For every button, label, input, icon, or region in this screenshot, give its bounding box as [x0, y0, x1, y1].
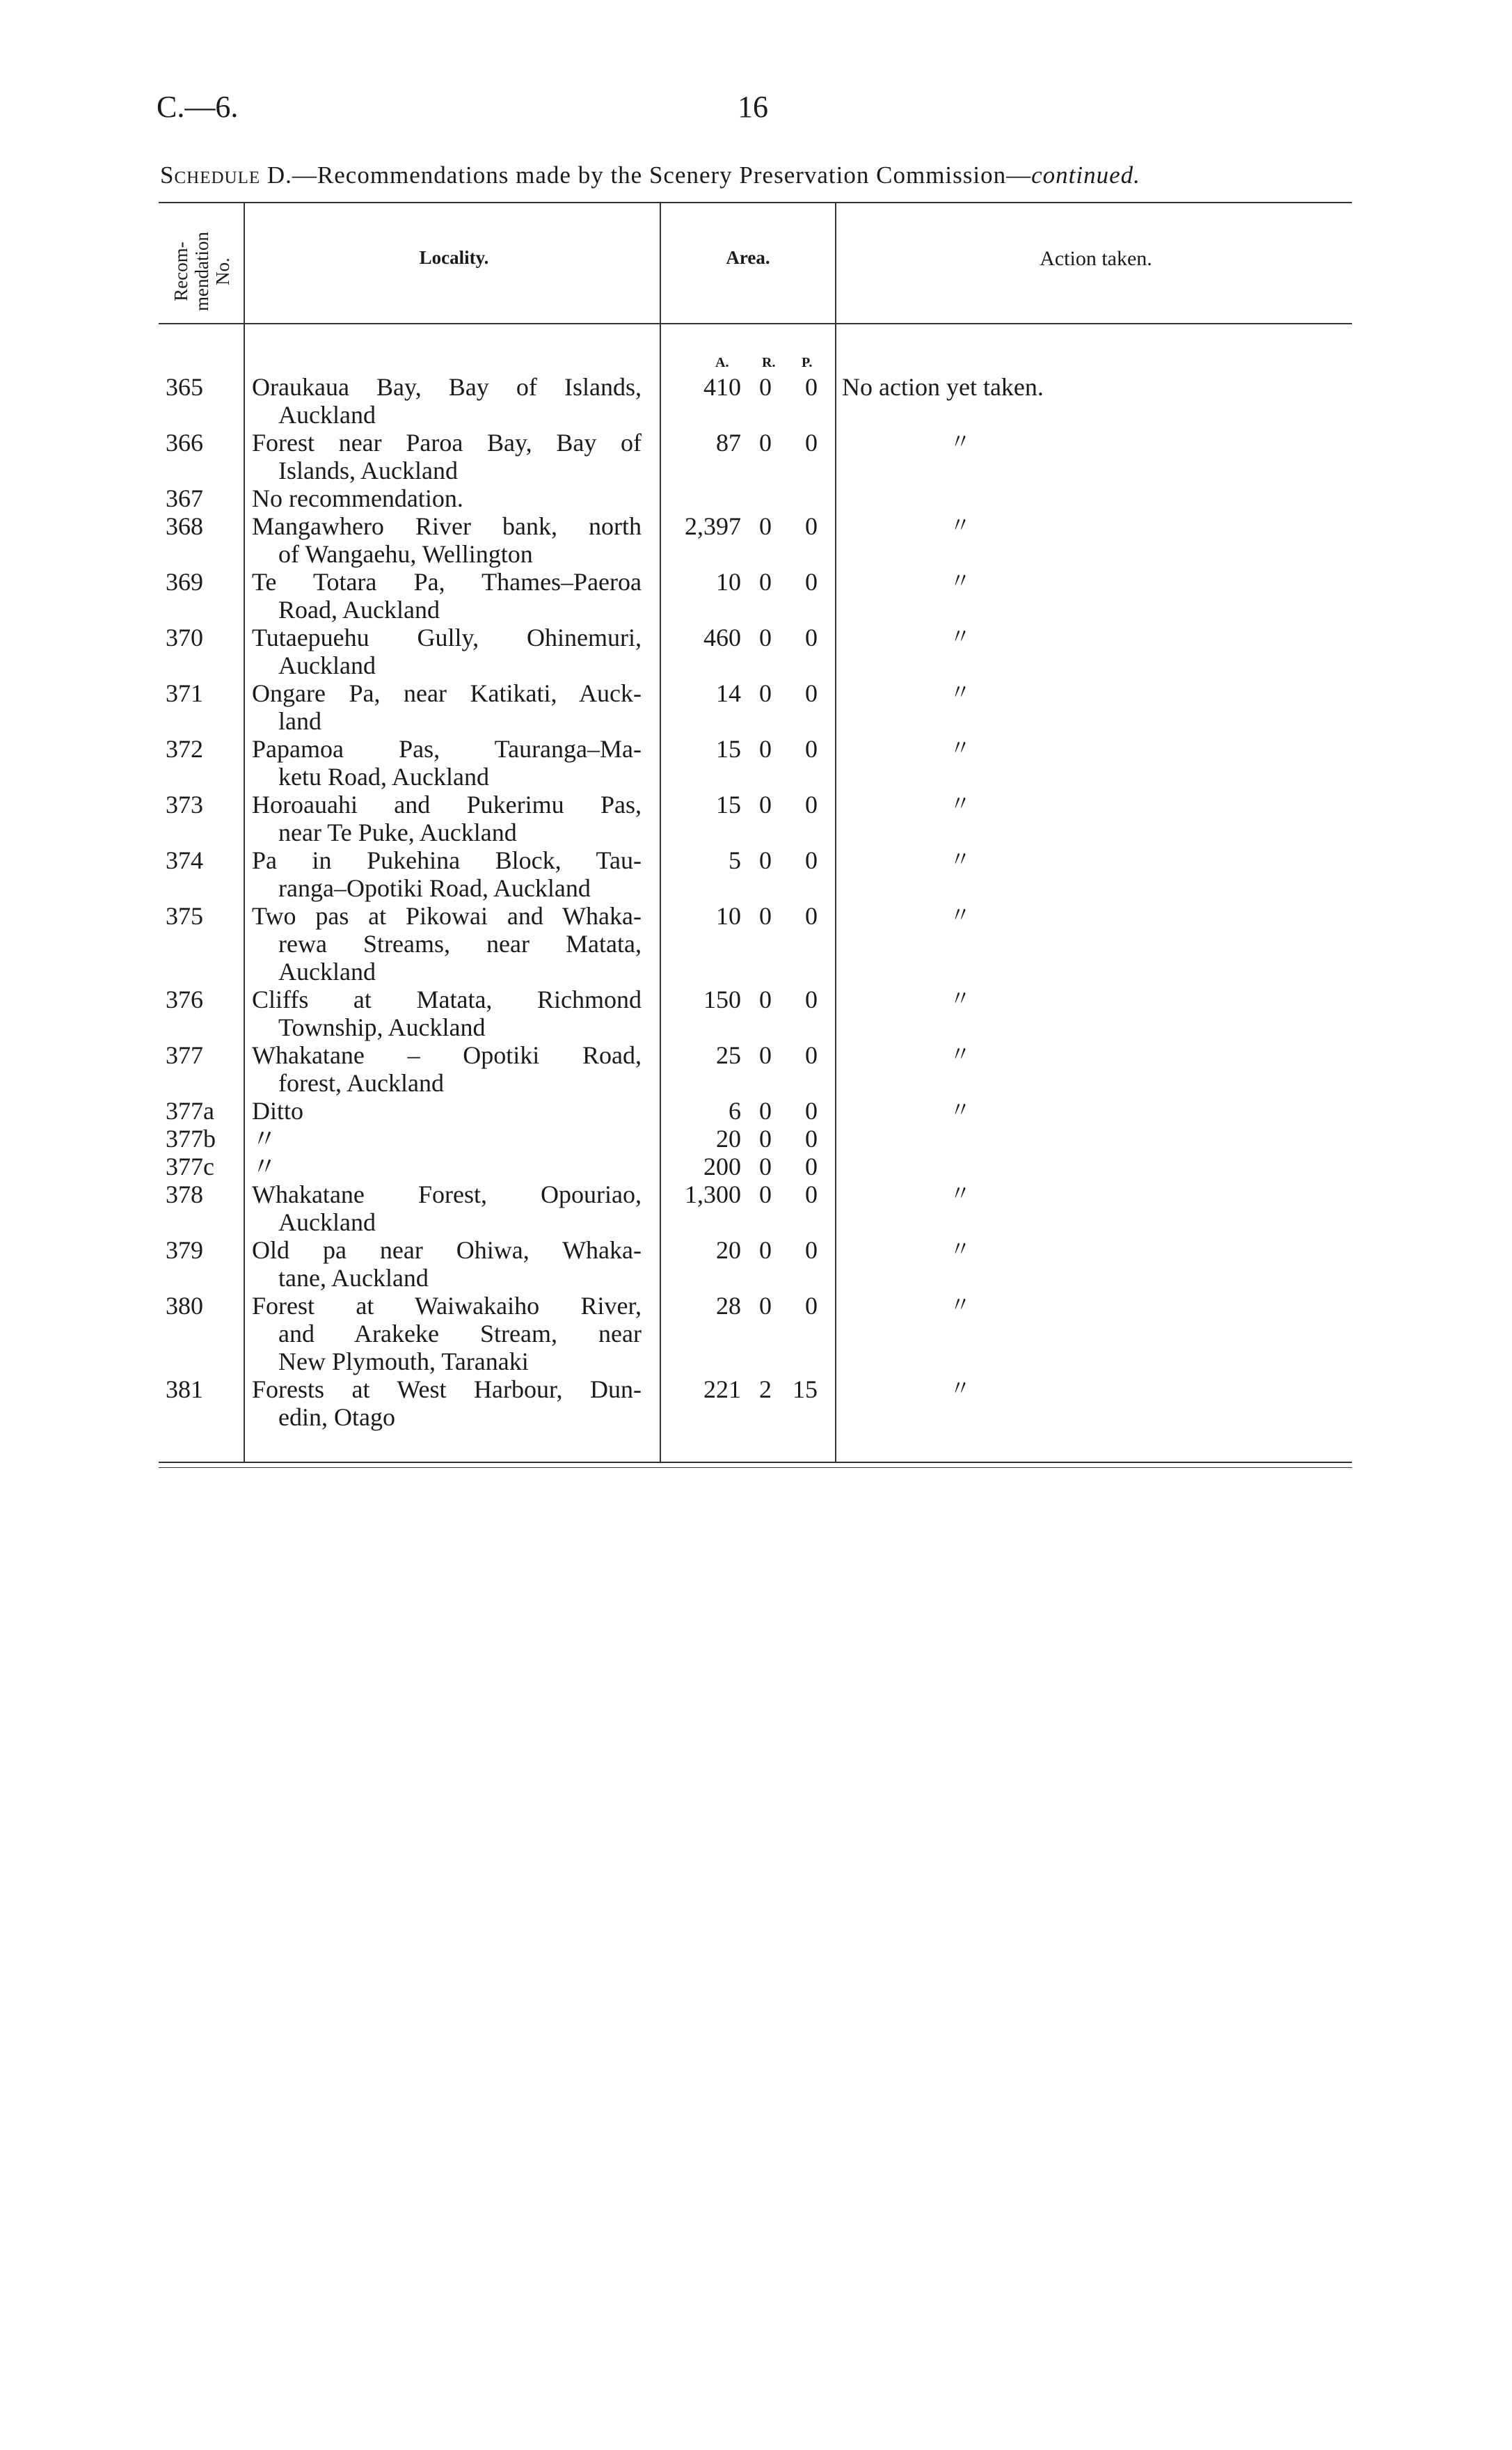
locality-line-2: rewa Streams, near Matata,: [278, 930, 642, 958]
area-roods: 2: [759, 1375, 772, 1403]
area-roods: 0: [759, 791, 772, 819]
area-acres: 10: [716, 902, 741, 930]
action-taken-ditto: 〃: [950, 626, 971, 649]
locality-line-1: Two pas at Pikowai and Whaka-: [252, 902, 642, 930]
title-lead: Schedule: [160, 161, 261, 189]
subheader-perches: P.: [802, 355, 813, 370]
locality-line-1: Papamoa Pas, Tauranga–Ma-: [252, 735, 642, 763]
header-area: Area.: [726, 247, 770, 268]
area-acres: 2,397: [685, 512, 741, 540]
locality-line-2: forest, Auckland: [278, 1069, 444, 1097]
locality-line-2: Auckland: [278, 401, 376, 429]
recommendation-number: 365: [166, 373, 203, 401]
locality-line-1: Forest near Paroa Bay, Bay of: [252, 429, 642, 457]
locality-line-2: Auckland: [278, 651, 376, 679]
header-rec-no: [164, 223, 240, 320]
locality-line-1: Horoauahi and Pukerimu Pas,: [252, 791, 642, 819]
area-perches: 0: [805, 791, 818, 819]
area-roods: 0: [759, 1236, 772, 1264]
area-acres: 15: [716, 735, 741, 763]
recommendation-number: 380: [166, 1292, 203, 1320]
locality-line-1: Whakatane – Opotiki Road,: [252, 1041, 642, 1069]
area-perches: 0: [805, 373, 818, 401]
locality-line-1: Mangawhero River bank, north: [252, 512, 642, 540]
locality-cell: [252, 1375, 642, 1431]
area-roods: 0: [759, 1041, 772, 1069]
subheader-roods: R.: [762, 355, 776, 370]
subheader-acres: A.: [715, 355, 729, 370]
area-perches: 0: [805, 568, 818, 596]
area-perches: 0: [805, 1097, 818, 1125]
header-rec-no-label: Recom- mendation No.: [170, 232, 234, 311]
table-bottom-rule-2: [159, 1467, 1352, 1468]
area-acres: 410: [703, 373, 741, 401]
area-roods: 0: [759, 373, 772, 401]
area-acres: 25: [716, 1041, 741, 1069]
locality-cell: [252, 484, 642, 512]
action-taken-ditto: 〃: [950, 737, 971, 760]
action-taken-ditto: 〃: [950, 1377, 971, 1400]
header-bottom-rule: [159, 323, 1352, 324]
recommendation-number: 368: [166, 512, 203, 540]
action-taken-ditto: 〃: [950, 514, 971, 537]
recommendation-number: 374: [166, 846, 203, 874]
locality-line-1: Forests at West Harbour, Dun-: [252, 1375, 642, 1403]
action-taken-ditto: 〃: [950, 793, 971, 816]
locality-line-3: Auckland: [278, 958, 376, 986]
locality-line-1: Whakatane Forest, Opouriao,: [252, 1180, 642, 1208]
locality-cell: [252, 902, 642, 986]
recommendation-number: 378: [166, 1180, 203, 1208]
area-perches: 0: [805, 735, 818, 763]
document-header-id: C.—6.: [157, 90, 239, 124]
area-acres: 28: [716, 1292, 741, 1320]
area-roods: 0: [759, 1125, 772, 1153]
area-roods: 0: [759, 986, 772, 1013]
locality-line-2: ketu Road, Auckland: [278, 763, 489, 791]
area-roods: 0: [759, 624, 772, 651]
area-acres: 10: [716, 568, 741, 596]
page-number: 16: [738, 90, 768, 124]
recommendation-number: 375: [166, 902, 203, 930]
locality-cell: [252, 1097, 642, 1125]
recommendation-number: 377b: [166, 1125, 216, 1153]
locality-cell: [252, 429, 642, 484]
locality-cell: [252, 679, 642, 735]
locality-line-1: Te Totara Pa, Thames–Paeroa: [252, 568, 642, 596]
action-taken-ditto: 〃: [950, 431, 971, 454]
area-acres: 20: [716, 1236, 741, 1264]
action-taken-ditto: 〃: [950, 1238, 971, 1261]
locality-line-3: New Plymouth, Taranaki: [278, 1348, 529, 1375]
locality-cell: [252, 1292, 642, 1375]
area-acres: 200: [703, 1153, 741, 1180]
action-taken-ditto: 〃: [950, 1099, 971, 1122]
locality-cell: [252, 1125, 642, 1153]
area-perches: 0: [805, 429, 818, 457]
locality-line-2: Auckland: [278, 1208, 376, 1236]
area-perches: 0: [805, 1153, 818, 1180]
area-acres: 5: [729, 846, 741, 874]
recommendation-number: 377: [166, 1041, 203, 1069]
recommendation-number: 372: [166, 735, 203, 763]
locality-line-2: and Arakeke Stream, near: [278, 1320, 642, 1348]
area-perches: 0: [805, 679, 818, 707]
recommendation-number: 370: [166, 624, 203, 651]
locality-line-2: near Te Puke, Auckland: [278, 819, 517, 846]
recommendation-number: 373: [166, 791, 203, 819]
area-perches: 0: [805, 902, 818, 930]
locality-cell: [252, 568, 642, 624]
area-roods: 0: [759, 679, 772, 707]
locality-line-1: 〃: [252, 1153, 278, 1180]
locality-line-1: Tutaepuehu Gully, Ohinemuri,: [252, 624, 642, 651]
area-perches: 0: [805, 1180, 818, 1208]
area-perches: 15: [793, 1375, 818, 1403]
action-taken-ditto: 〃: [950, 570, 971, 593]
column-divider-3: [835, 203, 836, 1462]
locality-cell: [252, 1041, 642, 1097]
locality-line-2: Islands, Auckland: [278, 457, 458, 484]
table-top-rule: [159, 202, 1352, 203]
area-perches: 0: [805, 846, 818, 874]
recommendation-number: 377a: [166, 1097, 214, 1125]
schedule-title: [160, 161, 1140, 189]
locality-cell: [252, 791, 642, 846]
locality-line-2: of Wangaehu, Wellington: [278, 540, 533, 568]
locality-line-1: Pa in Pukehina Block, Tau-: [252, 846, 642, 874]
locality-line-1: Ditto: [252, 1097, 304, 1125]
recommendation-number: 377c: [166, 1153, 214, 1180]
locality-cell: [252, 373, 642, 429]
area-roods: 0: [759, 512, 772, 540]
area-acres: 1,300: [685, 1180, 741, 1208]
locality-line-1: 〃: [252, 1125, 278, 1153]
locality-line-2: edin, Otago: [278, 1403, 395, 1431]
locality-line-2: Township, Auckland: [278, 1013, 486, 1041]
area-perches: 0: [805, 512, 818, 540]
recommendation-number: 369: [166, 568, 203, 596]
area-acres: 150: [703, 986, 741, 1013]
recommendation-number: 367: [166, 484, 203, 512]
area-perches: 0: [805, 1292, 818, 1320]
area-perches: 0: [805, 1236, 818, 1264]
title-continued: continued.: [1031, 161, 1140, 189]
locality-line-2: Road, Auckland: [278, 596, 440, 624]
area-acres: 87: [716, 429, 741, 457]
title-rest: D.—Recommendations made by the Scenery Preservation Commission—: [260, 161, 1032, 189]
header-action: Action taken.: [1040, 247, 1152, 270]
area-acres: 6: [729, 1097, 741, 1125]
recommendation-number: 366: [166, 429, 203, 457]
locality-line-2: land: [278, 707, 321, 735]
action-taken-ditto: 〃: [950, 904, 971, 927]
area-roods: 0: [759, 1180, 772, 1208]
locality-line-1: No recommendation.: [252, 484, 463, 512]
action-taken-ditto: 〃: [950, 681, 971, 704]
area-roods: 0: [759, 1153, 772, 1180]
action-taken-ditto: 〃: [950, 848, 971, 871]
locality-line-1: Forest at Waiwakaiho River,: [252, 1292, 642, 1320]
action-taken-ditto: 〃: [950, 1043, 971, 1066]
area-acres: 460: [703, 624, 741, 651]
area-acres: 20: [716, 1125, 741, 1153]
locality-line-1: Ongare Pa, near Katikati, Auck-: [252, 679, 642, 707]
locality-line-1: Cliffs at Matata, Richmond: [252, 986, 642, 1013]
locality-cell: [252, 1153, 642, 1180]
area-perches: 0: [805, 1125, 818, 1153]
locality-line-1: Oraukaua Bay, Bay of Islands,: [252, 373, 642, 401]
action-taken: No action yet taken.: [842, 373, 1044, 401]
header-locality: Locality.: [419, 247, 489, 268]
locality-line-1: Old pa near Ohiwa, Whaka-: [252, 1236, 642, 1264]
action-taken-ditto: 〃: [950, 1183, 971, 1206]
area-acres: 14: [716, 679, 741, 707]
recommendation-number: 376: [166, 986, 203, 1013]
area-roods: 0: [759, 846, 772, 874]
locality-cell: [252, 1236, 642, 1292]
area-roods: 0: [759, 429, 772, 457]
locality-cell: [252, 624, 642, 679]
recommendation-number: 379: [166, 1236, 203, 1264]
locality-line-2: ranga–Opotiki Road, Auckland: [278, 874, 591, 902]
area-perches: 0: [805, 986, 818, 1013]
area-roods: 0: [759, 735, 772, 763]
locality-cell: [252, 735, 642, 791]
locality-cell: [252, 512, 642, 568]
area-perches: 0: [805, 1041, 818, 1069]
locality-line-2: tane, Auckland: [278, 1264, 429, 1292]
area-perches: 0: [805, 624, 818, 651]
action-taken-ditto: 〃: [950, 988, 971, 1011]
column-divider-1: [244, 203, 245, 1462]
recommendation-number: 371: [166, 679, 203, 707]
table-bottom-rule: [159, 1462, 1352, 1463]
recommendation-number: 381: [166, 1375, 203, 1403]
area-acres: 221: [703, 1375, 741, 1403]
area-roods: 0: [759, 568, 772, 596]
area-roods: 0: [759, 902, 772, 930]
locality-cell: [252, 846, 642, 902]
area-roods: 0: [759, 1097, 772, 1125]
locality-cell: [252, 1180, 642, 1236]
area-acres: 15: [716, 791, 741, 819]
locality-cell: [252, 986, 642, 1041]
area-roods: 0: [759, 1292, 772, 1320]
action-taken-ditto: 〃: [950, 1294, 971, 1317]
